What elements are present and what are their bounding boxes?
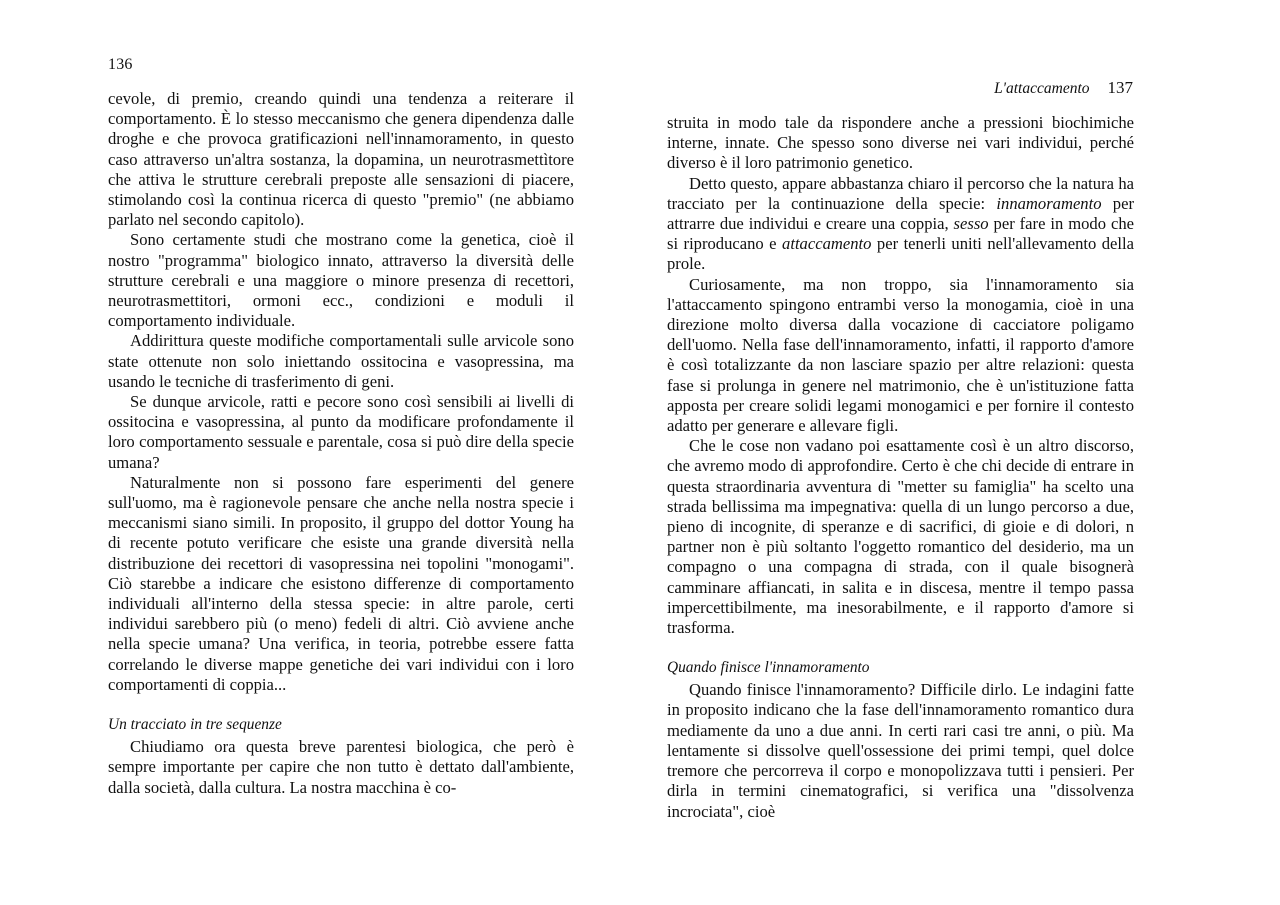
- emphasis-word: attaccamento: [782, 234, 872, 254]
- page-number-right: 137: [1107, 78, 1133, 97]
- emphasis-word: sesso: [953, 214, 989, 234]
- text-column-left: [108, 89, 574, 798]
- paragraph: Addirittura queste modifiche comportamentali sulle arvicole sono state ottenute non solo iniettando ossitocina e vasopressina, ma usando le tecniche di trasferimento di geni.: [108, 331, 574, 391]
- paragraph: Chiudiamo ora questa breve parentesi biologica, che però è sempre importante per capire che non tutto è dettato dall'ambiente, dalla società, dalla cultura. La nostra macchina è co-: [108, 737, 574, 797]
- paragraph: Quando finisce l'innamoramento? Difficile dirlo. Le indagini fatte in proposito indicano che la fase dell'innamoramento romantico dura mediamente da uno a due anni. In certi rari casi tre anni, o più. Ma lentamente si dissolve quell'ossessione dei primi tempi, quel dolce tremore che percorreva il corpo e monopolizzava tutti i pensieri. Per dirla in termini cinematografici, si verifica una "dissolvenza incrociata", cioè: [667, 680, 1134, 821]
- paragraph: Detto questo, appare abbastanza chiaro il percorso che la natura ha tracciato per la continuazione della specie: innamoramento per attrarre due individui e creare una coppia, sesso per fare in modo che si riproducano e attaccamento per tenerli uniti nell'allevamento della prole.: [667, 173, 1134, 274]
- paragraph: Se dunque arvicole, ratti e pecore sono così sensibili ai livelli di ossitocina e vasopressina, al punto da modificare profondamente il loro comportamento sessuale e parentale, cosa si può dire della specie umana?: [108, 392, 574, 472]
- page-number-left: 136: [108, 56, 133, 73]
- paragraph: Naturalmente non si possono fare esperimenti del genere sull'uomo, ma è ragionevole pensare che anche nella nostra specie i meccanismi siano simili. In proposito, il gruppo del dottor Young ha di recente potuto verificare che esiste una grande diversità nella distribuzione dei recettori di vasopressina nei topolini "monogami". Ciò starebbe a indicare che esistono differenze di comportamento individuali all'interno della stessa specie: in altre parole, certi individui sarebbero più (o meno) fedeli di altri. Ciò avviene anche nella specie umana? Una verifica, in teoria, potrebbe essere fatta correlando le diverse mappe genetiche dei vari individui con i loro comportamenti di coppia...: [108, 472, 574, 694]
- page-right: [640, 0, 1280, 905]
- section-heading: Un tracciato in tre sequenze: [108, 716, 282, 734]
- running-head-title: L'attaccamento: [994, 80, 1090, 97]
- spacer: [667, 638, 1134, 658]
- paragraph: Che le cose non vadano poi esattamente così è un altro discorso, che avremo modo di approfondire. Certo è che chi decide di entrare in questa straordinaria avventura di "metter su famiglia" ha scelto una strada bellissima ma impegnativa: quella di un lungo percorso a due, pieno di incognite, di speranze e di sacrifici, di gioie e di dolori, n partner non è più soltanto l'oggetto romantico del desiderio, ma un compagno o una compagna di strada, con il quale bisognerà camminare affiancati, in salita e in discesa, mentre il tempo passa impercettibilmente, ma inesorabilmente, e il rapporto d'amore si trasforma.: [667, 436, 1134, 638]
- emphasis-word: innamoramento: [996, 193, 1102, 213]
- section-heading: Quando finisce l'innamoramento: [667, 659, 870, 677]
- paragraph: Sono certamente studi che mostrano come la genetica, cioè il nostro "programma" biologico innato, attraverso la diversità delle strutture cerebrali e una maggiore o minore presenza di recettori, neurotrasmettitori, ormoni ecc., condizioni e moduli il comportamento individuale.: [108, 230, 574, 331]
- paragraph: cevole, di premio, creando quindi una tendenza a reiterare il comportamento. È lo stesso meccanismo che genera dipendenza dalle droghe e che provoca gratificazioni nell'innamoramento, in questo caso attraverso un'altra sostanza, la dopamina, un neurotrasmettìtore che attiva le strutture cerebrali preposte alle sensazioni di piacere, stimolando così la continua ricerca di questo "premio" (ne abbiamo parlato nel secondo capitolo).: [108, 89, 574, 230]
- text-column-right: [667, 113, 1134, 822]
- paragraph: Curiosamente, ma non troppo, sia l'innamoramento sia l'attaccamento spingono entrambi verso la monogamia, cioè in una direzione molto diversa dalla vocazione di cacciatore poligamo dell'uomo. Nella fase dell'innamoramento, infatti, il rapporto d'amore è così totalizzante da non lasciare spazio per altre relazioni: questa fase si prolunga in genere nel matrimonio, che è un'istituzione fatta apposta per creare solidi legami monogamici e per fornire il contesto adatto per generare e allevare figli.: [667, 274, 1134, 436]
- spacer: [108, 695, 574, 715]
- running-head: [994, 78, 1133, 99]
- paragraph: struita in modo tale da rispondere anche a pressioni biochimiche interne, innate. Che spesso sono diverse nei vari individui, perché diverso è il loro patrimonio genetico.: [667, 113, 1134, 173]
